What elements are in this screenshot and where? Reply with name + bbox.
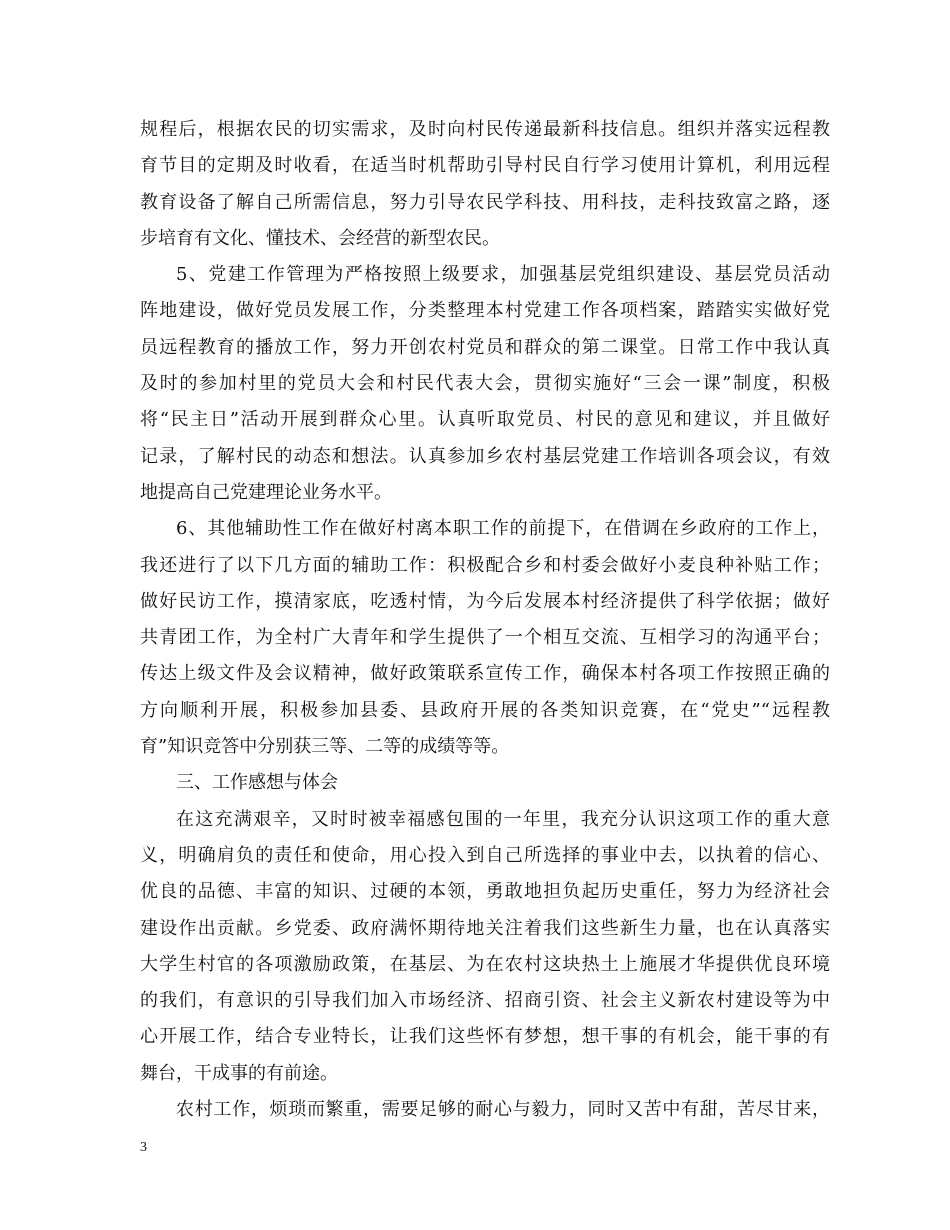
text-line: 传达上级文件及会议精神，做好政策联系宣传工作，确保本村各项工作按照正确的 [140,663,830,685]
text-line: 方向顺利开展，积极参加县委、县政府开展的各类知识竞赛，在“党史”“远程教 [140,699,830,721]
text-line: 记录，了解村民的动态和想法。认真参加乡农村基层党建工作培训各项会议，有效 [140,445,830,467]
text-line: 5、党建工作管理为严格按照上级要求，加强基层党组织建设、基层党员活动 [176,264,830,286]
text-line: 大学生村官的各项激励政策，在基层、为在农村这块热土上施展才华提供优良环境 [140,953,830,975]
text-line: 将“民主日”活动开展到群众心里。认真听取党员、村民的意见和建议，并且做好 [140,409,830,431]
text-line: 共青团工作，为全村广大青年和学生提供了一个相互交流、互相学习的沟通平台； [140,627,830,649]
text-line: 建设作出贡献。乡党委、政府满怀期待地关注着我们这些新生力量，也在认真落实 [140,917,830,939]
text-line: 舞台，干成事的有前途。 [140,1062,338,1084]
text-line: 教育设备了解自己所需信息，努力引导农民学科技、用科技，走科技致富之路，逐 [140,191,830,213]
text-line: 义，明确肩负的责任和使命，用心投入到自己所选择的事业中去，以执着的信心、 [140,844,830,866]
text-line: 优良的品德、丰富的知识、过硬的本领，勇敢地担负起历史重任，努力为经济社会 [140,881,830,903]
document-body [140,112,830,1128]
text-line: 的我们，有意识的引导我们加入市场经济、招商引资、社会主义新农村建设等为中 [140,990,830,1012]
text-line: 育”知识竞答中分别获三等、二等的成绩等等。 [140,736,510,758]
text-line: 6、其他辅助性工作在做好村离本职工作的前提下，在借调在乡政府的工作上， [176,518,830,540]
text-line: 及时的参加村里的党员大会和村民代表大会，贯彻实施好“三会一课”制度，积极 [140,373,830,395]
text-line: 步培育有文化、懂技术、会经营的新型农民。 [140,227,500,249]
text-line: 阵地建设，做好党员发展工作，分类整理本村党建工作各项档案，踏踏实实做好党 [140,300,830,322]
text-line: 农村工作，烦琐而繁重，需要足够的耐心与毅力，同时又苦中有甜，苦尽甘来， [176,1099,830,1121]
text-line: 我还进行了以下几方面的辅助工作：积极配合乡和村委会做好小麦良种补贴工作； [140,554,830,576]
text-line: 做好民访工作，摸清家底，吃透村情，为今后发展本村经济提供了科学依据；做好 [140,590,830,612]
text-line: 地提高自己党建理论业务水平。 [140,481,392,503]
text-line: 育节目的定期及时收看，在适当时机帮助引导村民自行学习使用计算机，利用远程 [140,155,830,177]
page-number: 3 [140,1140,147,1155]
text-line: 员远程教育的播放工作，努力开创农村党员和群众的第二课堂。日常工作中我认真 [140,336,830,358]
text-line: 在这充满艰辛，又时时被幸福感包围的一年里，我充分认识这项工作的重大意 [176,808,830,830]
text-line: 规程后，根据农民的切实需求，及时向村民传递最新科技信息。组织并落实远程教 [140,119,830,140]
text-line: 心开展工作，结合专业特长，让我们这些怀有梦想，想干事的有机会，能干事的有 [140,1026,830,1048]
text-line: 三、工作感想与体会 [176,772,338,794]
